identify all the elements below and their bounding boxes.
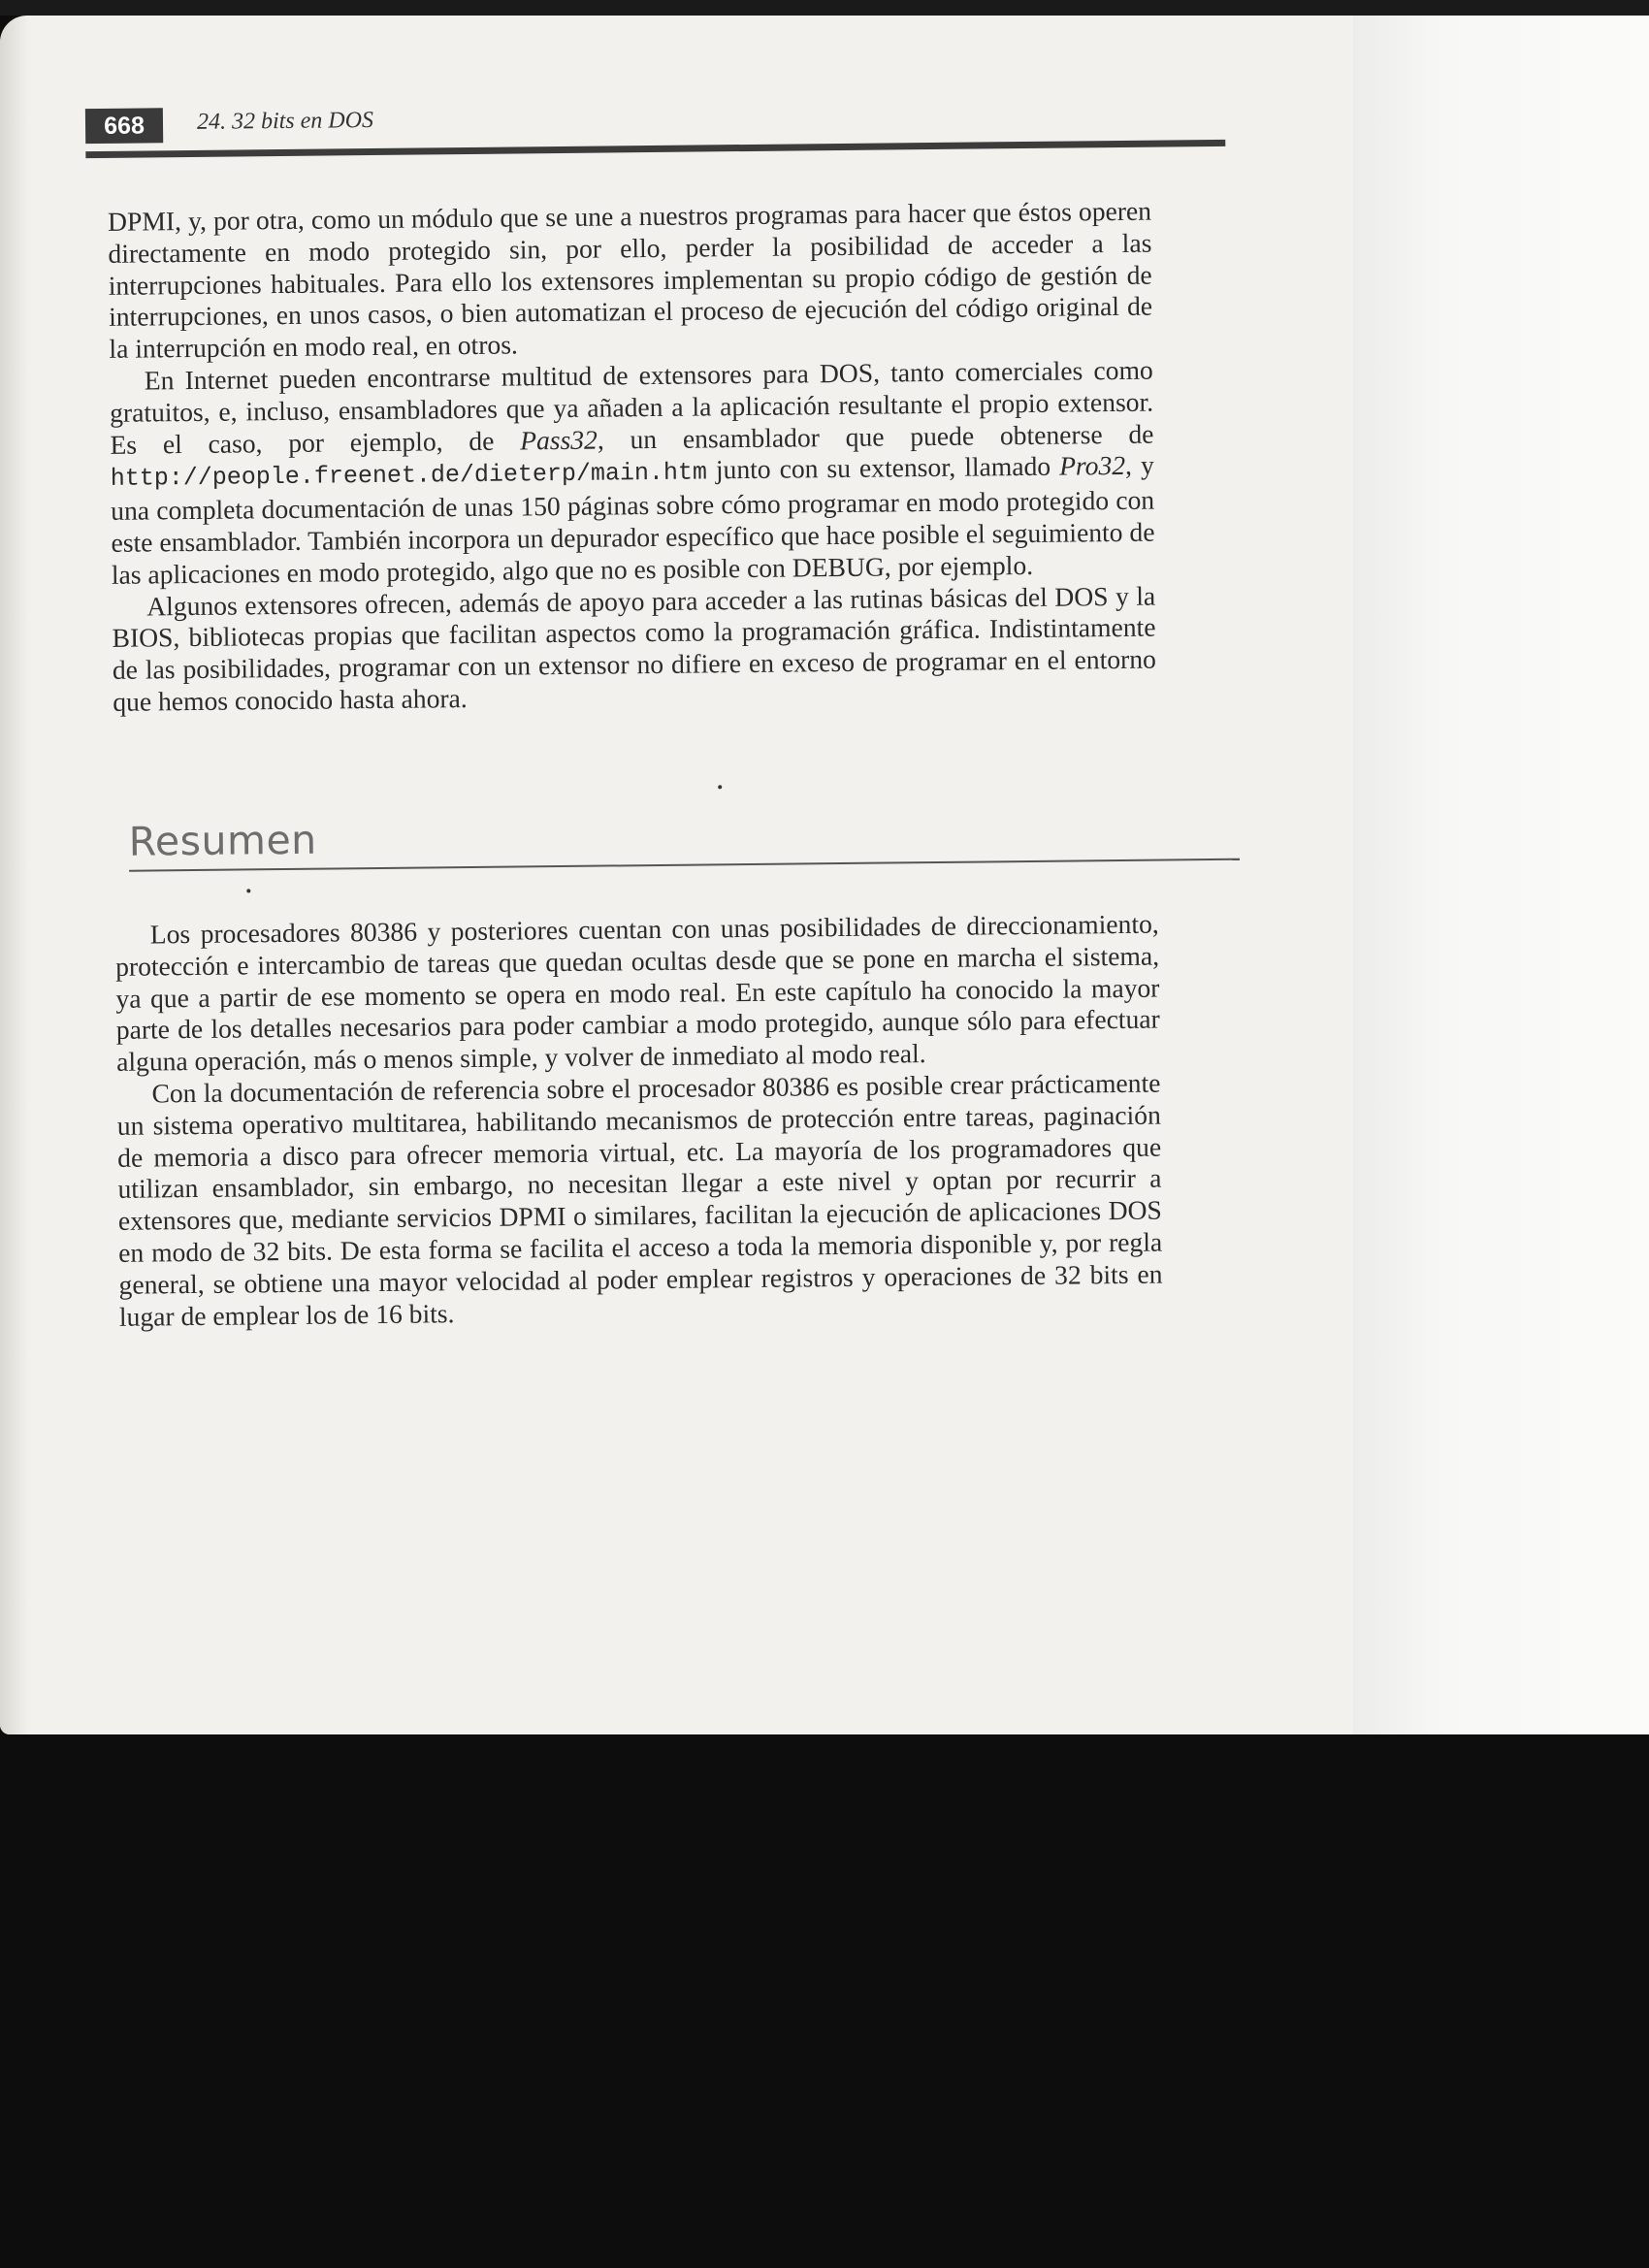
- extender-name: Pro32: [1058, 450, 1126, 482]
- paragraph: Con la documentación de referencia sobre el procesador 80386 es posible crear prácticamente un sistema operativo multitarea, habilitando mecanismos de protección entre tareas, paginación de memoria a disco para ofrecer memoria virtual, etc. La mayoría de los programadores que utilizan ensamblador, sin embargo, no necesitan llegar a este nivel y optan por recurrir a extensores que, mediante servicios DPMI o similares, facilitan la ejecución de aplicaciones DOS en modo de 32 bits. De esta forma se facilita el acceso a toda la memoria disponible y, por regla general, se obtiene una mayor velocidad al poder emplear registros y operaciones de 32 bits en lugar de emplear los de 16 bits.: [116, 1067, 1163, 1332]
- book-page: [0, 16, 1649, 1734]
- paragraph: [110, 355, 1155, 592]
- section-heading: Resumen: [128, 816, 317, 865]
- scan-speck: [718, 785, 722, 789]
- assembler-name: Pass32: [519, 424, 598, 456]
- text-run: En Internet pueden encontrarse multitud de extensores para DOS, tanto comerciales como gratuitos, e, incluso, ensambladores que ya añaden a la aplicación resultante el propio extensor. Es el caso, por ejemplo, de: [109, 354, 1154, 460]
- chapter-running-title: 24. 32 bits en DOS: [196, 108, 374, 135]
- paragraph: Los procesadores 80386 y posteriores cuentan con unas posibilidades de direccionamiento, protección e intercambio de tareas que quedan ocultas desde que se pone en marcha el sistema, ya que a partir de ese momento se opera en modo real. En este capítulo ha conocido la mayor parte de los detalles necesarios para poder cambiar a modo protegido, aunque sólo para efectuar alguna operación, más o menos simple, y volver de inmediato al modo real.: [114, 908, 1160, 1078]
- paragraph: Algunos extensores ofrecen, además de apoyo para acceder a las rutinas básicas del DOS y la BIOS, bibliotecas propias que facilitan aspectos como la programación gráfica. Indistintamente de las posibilidades, programar con un extensor no difiere en exceso de programar en el entorno que hemos conocido hasta ahora.: [112, 580, 1157, 717]
- paragraph: DPMI, y, por otra, como un módulo que se une a nuestros programas para hacer que éstos operen directamente en modo protegido sin, por ello, perder la posibilidad de acceder a las interrupciones habituales. Para ello los extensores implementan su propio código de gestión de interrupciones, en unos casos, o bien automatizan el proceso de ejecución del código original de la interrupción en modo real, en otros.: [107, 195, 1153, 365]
- text-run: , y una completa documentación de unas 150 páginas sobre cómo programar en modo protegido con este ensamblador. También incorpora un depurador específico que hace posible el seguimiento de las aplicaciones en modo protegido, algo que no es posible con DEBUG, por ejemplo.: [111, 449, 1155, 590]
- page-content: [0, 16, 1374, 1734]
- text-run: , un ensamblador que puede obtenerse de: [597, 418, 1154, 455]
- page-right-margin: [1353, 16, 1649, 1734]
- header-rule: [85, 140, 1225, 158]
- running-header: [85, 97, 1226, 167]
- scan-speck: [246, 889, 250, 892]
- url-text: http://people.freenet.de/dieterp/main.htm: [110, 458, 708, 494]
- scan-background-top: [0, 0, 1649, 16]
- summary-text: [115, 909, 1163, 1334]
- intro-text: [108, 196, 1156, 719]
- page-number: 668: [85, 108, 163, 144]
- text-run: junto con su extensor, llamado: [706, 451, 1060, 485]
